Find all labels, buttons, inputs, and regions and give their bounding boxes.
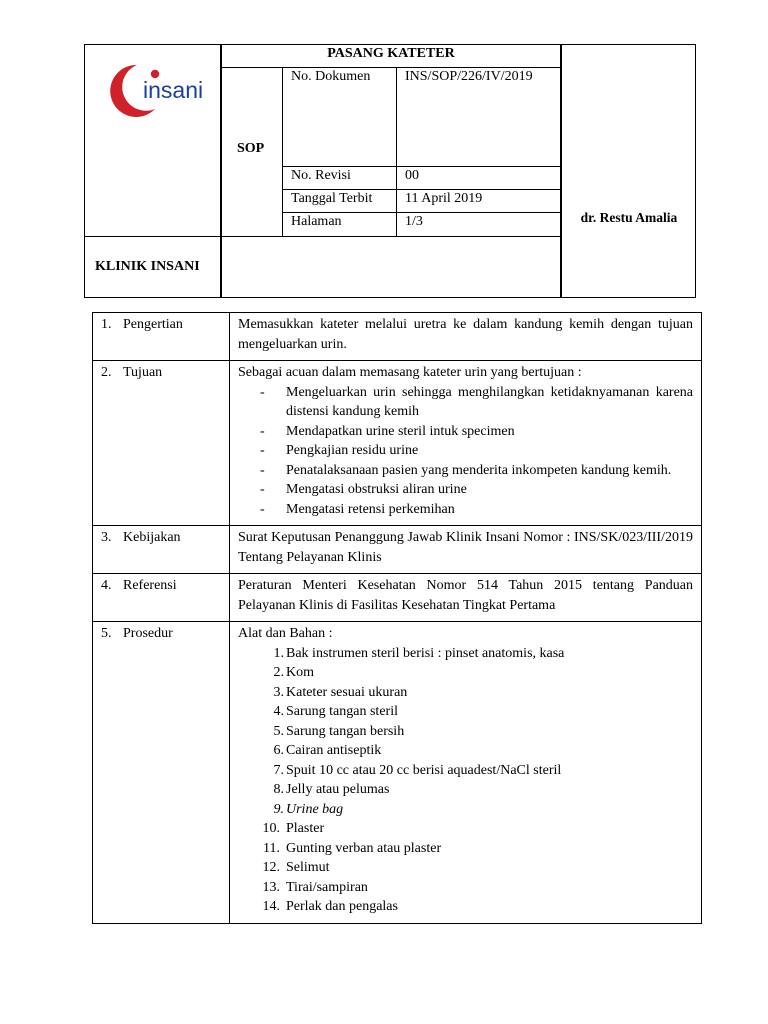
section-text: Surat Keputusan Penanggung Jawab Klinik Insani Nomor : INS/SK/023/III/2019 Tentang Pelayanan Klinis [230,526,702,574]
section-label: 3. Kebijakan [93,526,230,574]
list-item: 12. Selimut [262,860,330,875]
section-row [93,574,702,622]
clinic-name: KLINIK INSANI [95,259,200,274]
logo-text: insani [143,77,204,103]
list-item: - Mengeluarkan urin sehingga menghilangkan ketidaknyamanan karena distensi kandung kemih [260,383,693,422]
section-text: Peraturan Menteri Kesehatan Nomor 514 Tahun 2015 tentang Panduan Pelayanan Klinis di Fasilitas Kesehatan Tingkat Pertama [230,574,702,622]
sop-label: SOP [237,141,265,156]
list-item: - Mendapatkan urine steril intuk specimen [260,422,693,442]
section-intro: Alat dan Bahan : [238,626,333,641]
section-text [230,361,702,526]
list-item: 3. Kateter sesuai ukuran [273,684,408,700]
revision-label: No. Revisi [291,168,351,183]
list-item: 9. Urine bag [273,801,344,817]
list-item: - Penatalaksanaan pasien yang menderita inkompeten kandung kemih. [260,461,693,481]
clinic-logo [107,61,207,121]
section-text [230,622,702,924]
section-label: 5. Prosedur [93,622,230,924]
sop-content-table [92,312,702,924]
section-intro: Sebagai acuan dalam memasang kateter urin yang bertujuan : [238,365,582,380]
page-value: 1/3 [405,214,423,229]
approver-name: dr. Restu Amalia [580,210,678,225]
section-row [93,526,702,574]
doc-number-label: No. Dokumen [291,69,371,84]
document-title: PASANG KATETER [327,46,455,61]
section-text: Memasukkan kateter melalui uretra ke dalam kandung kemih dengan tujuan mengeluarkan urin. [230,313,702,361]
list-item: - Pengkajian residu urine [260,441,693,461]
doc-number-value: INS/SOP/226/IV/2019 [405,69,533,84]
list-item: 8. Jelly atau pelumas [273,782,390,797]
list-item: - Mengatasi retensi perkemihan [260,500,693,520]
list-item: 1. Bak instrumen steril berisi : pinset anatomis, kasa [273,645,565,661]
list-item: - Mengatasi obstruksi aliran urine [260,480,693,500]
list-item: 6. Cairan antiseptik [273,743,382,758]
materials-list [238,644,693,917]
section-label: 2. Tujuan [93,361,230,526]
sop-header [84,44,696,298]
issue-date-label: Tanggal Terbit [291,191,373,206]
page-label: Halaman [291,214,342,229]
issue-date-value: 11 April 2019 [405,191,483,206]
list-item: 5. Sarung tangan bersih [273,723,405,739]
section-row [93,313,702,361]
section-label: 4. Referensi [93,574,230,622]
section-row [93,622,702,924]
logo-crescent-icon [107,61,207,121]
section-row [93,361,702,526]
list-item: 11. Gunting verban atau plaster [263,840,442,856]
section-label: 1. Pengertian [93,313,230,361]
list-item: 4. Sarung tangan steril [273,704,398,719]
list-item: 14. Perlak dan pengalas [262,899,398,914]
list-item: 2. Kom [273,665,314,680]
list-item: 10. Plaster [262,821,325,836]
list-item: 13. Tirai/sampiran [262,879,368,895]
objective-list [238,383,693,520]
list-item: 7. Spuit 10 cc atau 20 cc berisi aquadest/NaCl steril [273,762,562,778]
revision-value: 00 [405,168,419,183]
